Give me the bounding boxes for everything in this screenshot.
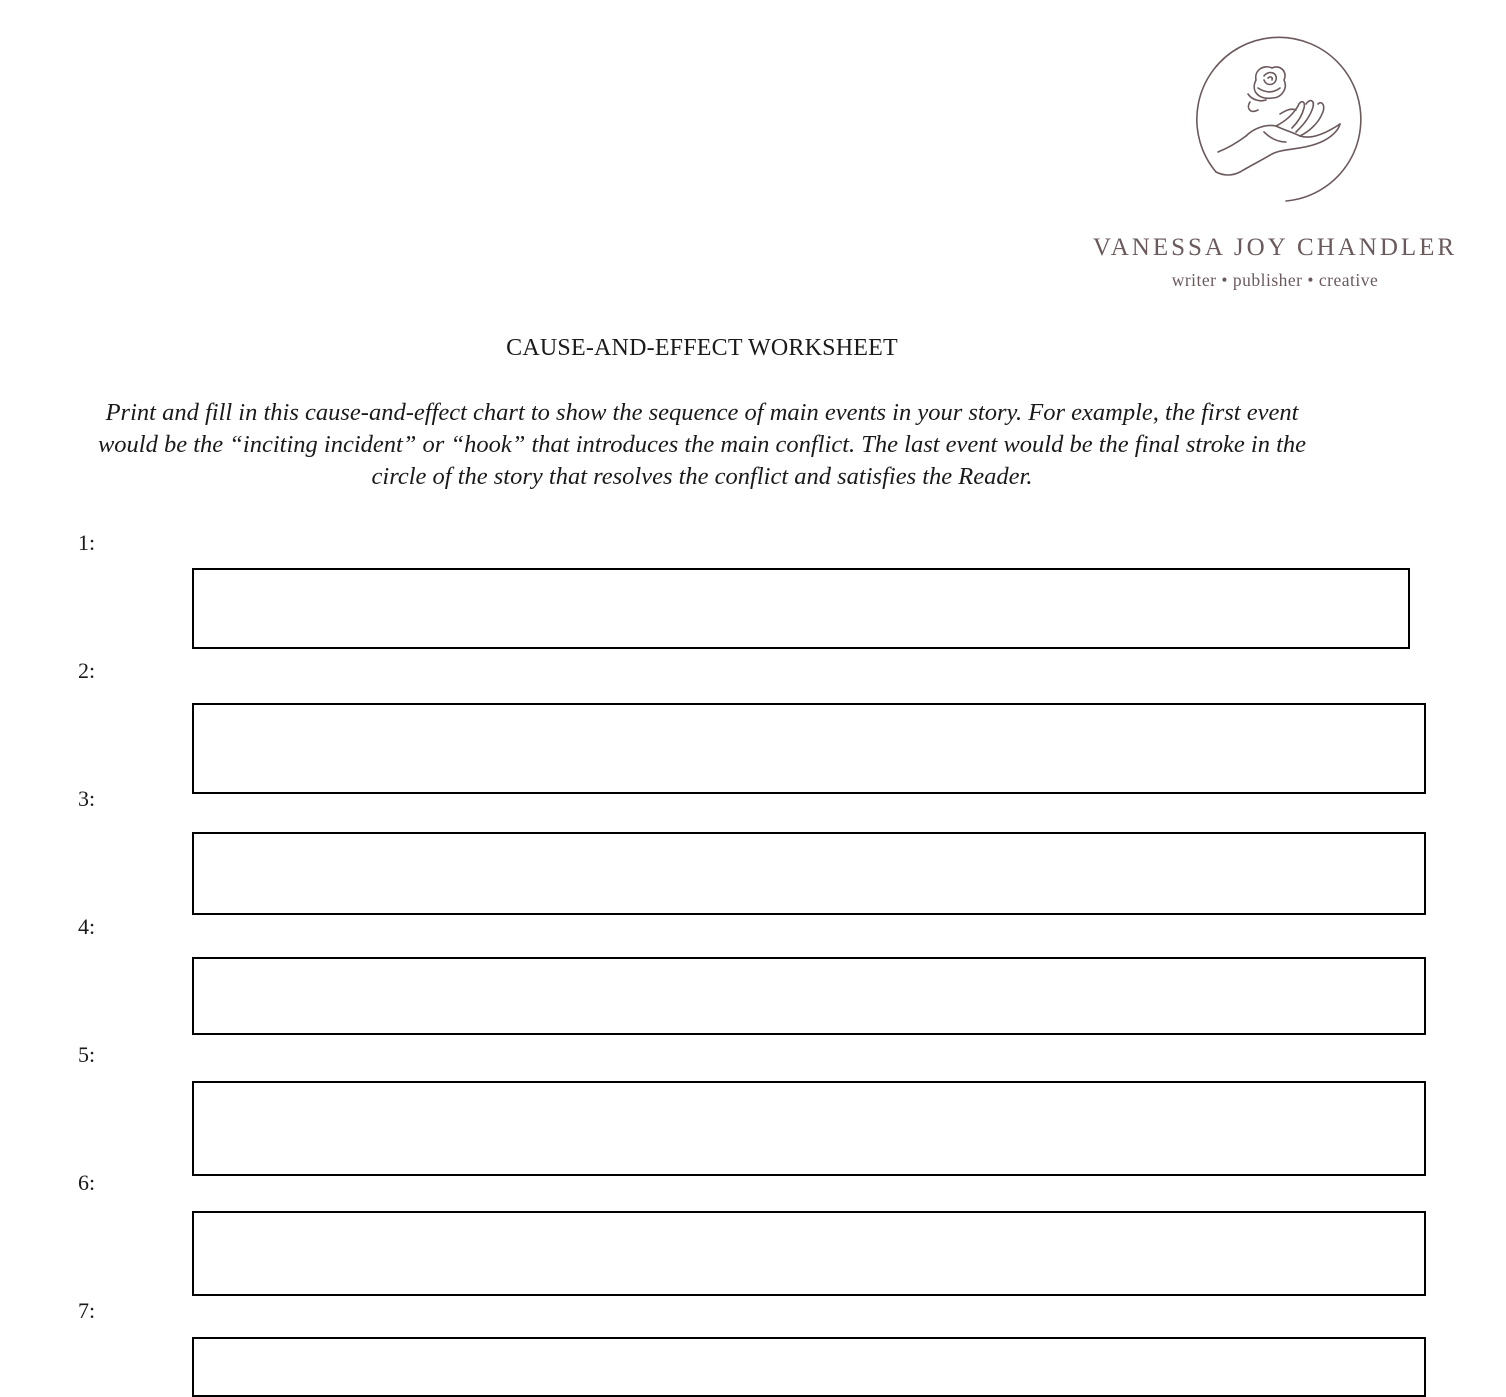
event-label-2: 2: — [78, 658, 96, 683]
event-box-4[interactable] — [192, 957, 1426, 1035]
event-box-7[interactable] — [192, 1337, 1426, 1397]
event-label-1: 1: — [78, 530, 96, 555]
event-label-6: 6: — [78, 1170, 96, 1195]
page-title: CAUSE-AND-EFFECT WORKSHEET — [506, 335, 898, 361]
rose-hand-logo-icon — [1188, 32, 1362, 206]
intro-paragraph: Print and fill in this cause-and-effect chart to show the sequence of main events in your story. For example, the first event would be the “inciting incident” or “hook” that introduces the main conflict. The last event would be the final stroke in the circle of the story that resolves the conflict and satisfies the Reader. — [97, 399, 1307, 490]
event-box-1[interactable] — [192, 568, 1410, 649]
event-label-7: 7: — [78, 1298, 96, 1323]
event-box-3[interactable] — [192, 832, 1426, 915]
event-box-5[interactable] — [192, 1081, 1426, 1176]
brand-name: VANESSA JOY CHANDLER — [1092, 234, 1458, 261]
brand-tagline: writer • publisher • creative — [1171, 270, 1379, 290]
event-label-5: 5: — [78, 1042, 96, 1067]
event-box-2[interactable] — [192, 703, 1426, 794]
event-box-6[interactable] — [192, 1211, 1426, 1296]
event-label-3: 3: — [78, 786, 96, 811]
event-label-4: 4: — [78, 914, 96, 939]
